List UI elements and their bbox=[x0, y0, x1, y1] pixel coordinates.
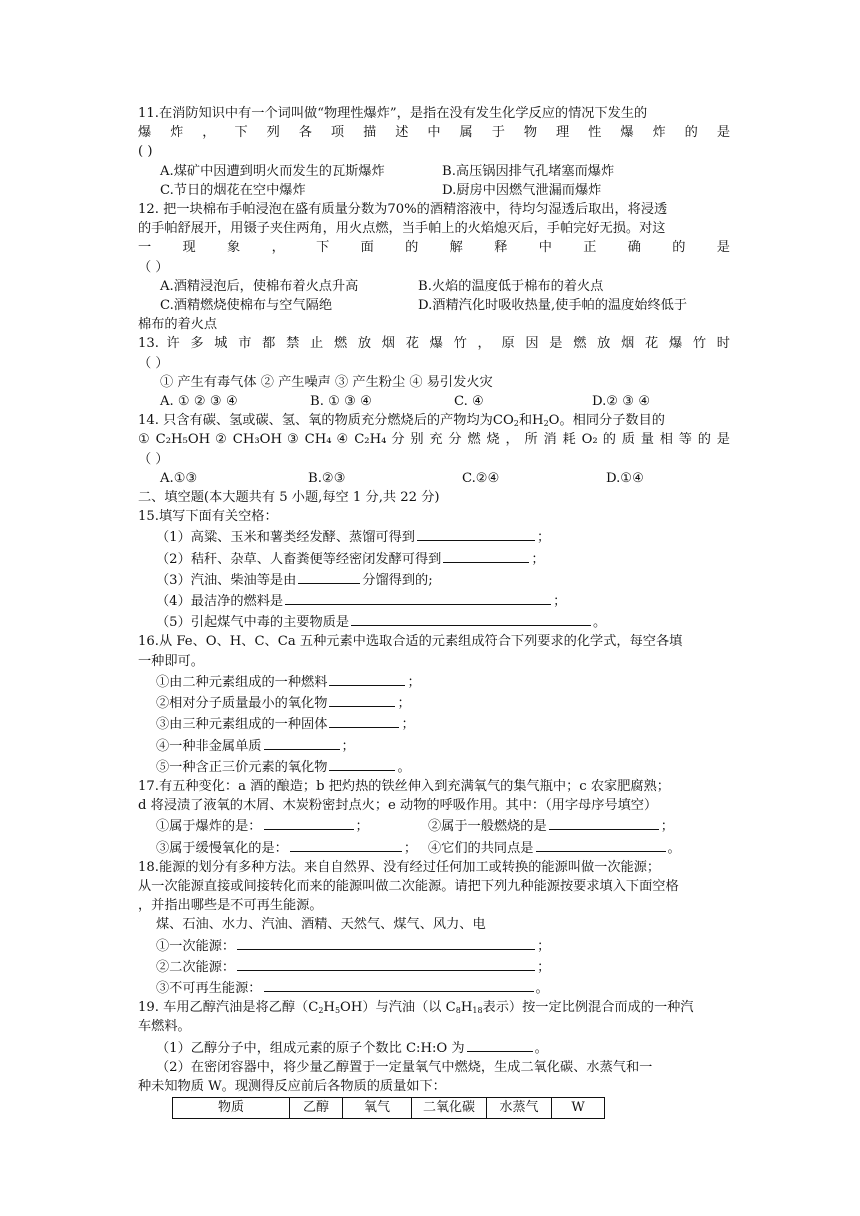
q12-option-b[interactable]: B.火焰的温度低于棉布的着火点 bbox=[418, 278, 604, 294]
q19-line1-e: 表示）按一定比例混合而成的一种汽 bbox=[482, 1000, 694, 1016]
q15-blank-1[interactable] bbox=[417, 526, 535, 541]
q19-item-1 bbox=[138, 1037, 730, 1058]
q18-blank-2[interactable] bbox=[237, 956, 535, 971]
q14-option-a[interactable]: A.①③ bbox=[160, 470, 198, 486]
q18-line1: 18.能源的划分有多种方法。来自自然界、没有经过任何加工或转换的能源叫做一次能源； bbox=[138, 859, 661, 875]
q12-options-row2 bbox=[138, 296, 730, 315]
q19-line1-a: 19. 车用乙醇汽油是将乙醇（C bbox=[138, 1000, 319, 1016]
q16-item-5-end: 。 bbox=[397, 759, 411, 775]
q17-item-2 bbox=[428, 815, 674, 836]
q16-blank-4[interactable] bbox=[264, 735, 340, 750]
question-19 bbox=[138, 998, 730, 1119]
q15-item-4-semi: ； bbox=[553, 594, 567, 610]
question-11 bbox=[138, 104, 730, 200]
table-row bbox=[173, 1098, 605, 1119]
q17-line1: 17.有五种变化：a 酒的酿造；b 把灼热的铁丝伸入到充满氧气的集气瓶中；c 农家肥腐熟； bbox=[138, 778, 670, 794]
q17-item-2-semi: ； bbox=[660, 819, 674, 835]
q15-item-2 bbox=[138, 548, 730, 569]
q17-blank-2[interactable] bbox=[549, 815, 659, 830]
q13-option-b[interactable]: B. ① ③ ④ bbox=[310, 394, 372, 410]
q13-options bbox=[138, 392, 730, 411]
q13-answer-paren: （ ） bbox=[138, 355, 169, 371]
q13-line1: 13. 许 多 城 市 都 禁 止 燃 放 烟 花 爆 竹 ， 原 因 是 燃 放 烟 花 爆 竹 时 bbox=[138, 336, 730, 352]
q16-item-5 bbox=[138, 756, 730, 777]
q17-item-4-end: 。 bbox=[667, 840, 681, 856]
q16-item-4 bbox=[138, 735, 730, 756]
question-12 bbox=[138, 200, 730, 334]
q17-row-1 bbox=[138, 815, 730, 836]
q13-option-a[interactable]: A. ① ② ③ ④ bbox=[160, 394, 238, 410]
table-header-cell: 物质 bbox=[173, 1098, 290, 1119]
q12-options-row1 bbox=[138, 277, 730, 296]
q15-item-2-semi: ； bbox=[531, 551, 545, 567]
q11-line1: 11.在消防知识中有一个词叫做“物理性爆炸”，是指在没有发生化学反应的情况下发生的 bbox=[138, 106, 648, 121]
q12-line1: 12. 把一块棉布手帕浸泡在盛有质量分数为70%的酒精溶液中，待均匀湿透后取出，将浸透 bbox=[138, 202, 668, 218]
q12-line2: 的手帕舒展开，用镊子夹住两角，用火点燃，当手帕上的火焰熄灭后，手帕完好无损。对这 bbox=[138, 221, 666, 237]
q11-answer-paren: ( ) bbox=[138, 144, 153, 160]
q15-item-4 bbox=[138, 590, 730, 611]
q16-blank-2[interactable] bbox=[329, 692, 395, 707]
q17-item-1-text: ①属于爆炸的是： bbox=[156, 819, 262, 835]
q14-line1-b: 和H bbox=[518, 413, 544, 429]
q18-blank-3[interactable] bbox=[264, 977, 534, 992]
q15-item-5 bbox=[138, 611, 730, 632]
question-17 bbox=[138, 777, 730, 858]
q12-line3: 一 现 象 ， 下 面 的 解 释 中 正 确 的 是 bbox=[138, 240, 730, 256]
q12-option-a[interactable]: A.酒精浸泡后，使棉布着火点升高 bbox=[160, 278, 359, 294]
q14-options bbox=[138, 469, 730, 488]
q15-item-3-text-b: 分馏得到的; bbox=[362, 572, 433, 588]
q19-item-1-text: （1）乙醇分子中，组成元素的原子个数比 C:H:O 为 bbox=[156, 1040, 465, 1056]
q17-item-3-semi: ； bbox=[403, 840, 418, 856]
q18-item-2 bbox=[138, 956, 730, 977]
q14-option-b[interactable]: B.②③ bbox=[308, 470, 346, 486]
exam-page bbox=[138, 104, 730, 1119]
q19-line1: 19. 车用乙醇汽油是将乙醇$(C_2H_5OH)$与汽油（以 $C_8H_{18}$表示）按一定比例混合而成的一种汽 bbox=[138, 1000, 694, 1016]
table-header-cell: 二氧化碳 bbox=[412, 1098, 487, 1119]
q18-item-3-text: ③不可再生能源： bbox=[156, 980, 262, 996]
q16-blank-5[interactable] bbox=[329, 756, 395, 771]
q19-line2: 车燃料。 bbox=[138, 1019, 191, 1035]
q19-line1-d: H bbox=[460, 1000, 473, 1016]
q16-item-3 bbox=[138, 713, 730, 734]
q16-item-4-text: ④一种非金属单质 bbox=[156, 738, 262, 754]
q19-blank-1[interactable] bbox=[467, 1037, 533, 1052]
q16-item-1-semi: ； bbox=[407, 674, 421, 690]
q17-item-3-text: ③属于缓慢氧化的是： bbox=[156, 840, 288, 856]
q19-item-2-line1: （2）在密闭容器中，将少量乙醇置于一定量氧气中燃烧，生成二氧化碳、水蒸气和一 bbox=[156, 1059, 653, 1075]
q12-option-d[interactable]: D.酒精汽化时吸收热量,使手帕的温度始终低于 bbox=[418, 298, 688, 314]
q17-item-4 bbox=[428, 837, 681, 858]
q11-option-c[interactable]: C.节日的烟花在空中爆炸 bbox=[160, 182, 306, 198]
q17-item-2-text: ②属于一般燃烧的是 bbox=[428, 819, 547, 835]
table-header-cell: 水蒸气 bbox=[487, 1098, 552, 1119]
q19-mass-table bbox=[172, 1097, 605, 1119]
q16-item-1 bbox=[138, 671, 730, 692]
q14-option-d[interactable]: D.①④ bbox=[606, 470, 644, 486]
q19-line1-b: H bbox=[323, 1000, 335, 1016]
q18-item-3 bbox=[138, 977, 730, 998]
q17-blank-4[interactable] bbox=[536, 837, 666, 852]
q15-item-2-text: （2）秸秆、杂草、人畜粪便等经密闭发酵可得到 bbox=[156, 551, 442, 567]
q17-row-2 bbox=[138, 837, 730, 858]
q12-option-c[interactable]: C.酒精燃烧使棉布与空气隔绝 bbox=[160, 298, 333, 314]
q18-item-1-semi: ； bbox=[537, 938, 551, 954]
q15-item-5-text: （5）引起煤气中毒的主要物质是 bbox=[156, 615, 350, 631]
q18-item-3-end: 。 bbox=[535, 980, 549, 996]
q15-item-1-semi: ； bbox=[536, 530, 551, 546]
q17-item-1-semi: ； bbox=[355, 819, 369, 835]
q15-blank-5[interactable] bbox=[351, 611, 591, 626]
q14-answer-paren: （ ） bbox=[138, 451, 169, 467]
q16-item-4-semi: ； bbox=[341, 738, 355, 754]
q17-blank-1[interactable] bbox=[264, 815, 354, 830]
q14-line2: ① C₂H₅OH ② CH₃OH ③ CH₄ ④ C₂H₄ 分 别 充 分 燃 烧 ， 所 消 耗 O₂ 的 质 量 相 等 的 是 bbox=[138, 432, 730, 448]
table-header-cell: W bbox=[552, 1098, 605, 1119]
question-14 bbox=[138, 411, 730, 488]
q16-item-3-semi: ； bbox=[401, 717, 415, 733]
q18-energy-list: 煤、石油、水力、汽油、酒精、天然气、煤气、风力、电 bbox=[156, 917, 486, 933]
q16-item-2-semi: ； bbox=[397, 696, 411, 712]
q11-options-row2 bbox=[138, 181, 730, 200]
question-16 bbox=[138, 632, 730, 776]
question-13 bbox=[138, 334, 730, 411]
q14-line1-a: 14. 只含有碳、氢或碳、氢、氧的物质充分燃烧后的产物均为CO bbox=[138, 413, 514, 429]
q14-line1-c: O。相同分子数目的 bbox=[548, 413, 665, 429]
question-18 bbox=[138, 858, 730, 998]
table-header-cell: 乙醇 bbox=[290, 1098, 343, 1119]
q11-options-row1 bbox=[138, 162, 730, 181]
q15-item-1-text: （1）高粱、玉米和薯类经发酵、蒸馏可得到 bbox=[156, 530, 415, 546]
q16-blank-3[interactable] bbox=[329, 713, 399, 728]
q18-item-2-semi: ； bbox=[537, 959, 551, 975]
q17-item-3 bbox=[156, 837, 428, 858]
q16-item-2 bbox=[138, 692, 730, 713]
q19-line1-c: OH）与汽油（以 C bbox=[340, 1000, 456, 1016]
q15-blank-4[interactable] bbox=[285, 590, 551, 605]
q12-option-d-cont: 棉布的着火点 bbox=[138, 317, 218, 333]
q18-item-1 bbox=[138, 935, 730, 956]
q11-line2: 爆 炸 ， 下 列 各 项 描 述 中 属 于 物 理 性 爆 炸 的 是 bbox=[138, 125, 731, 141]
q16-line1: 16.从 Fe、O、H、C、Ca 五种元素中选取合适的元素组成符合下列要求的化学式，每空各填 bbox=[138, 634, 683, 650]
q17-blank-3[interactable] bbox=[290, 837, 402, 852]
q15-blank-2[interactable] bbox=[443, 548, 529, 563]
q18-item-2-text: ②二次能源： bbox=[156, 959, 236, 975]
q11-option-b[interactable]: B.高压锅因排气孔堵塞而爆炸 bbox=[442, 163, 615, 179]
q18-blank-1[interactable] bbox=[237, 935, 535, 950]
q16-item-5-text: ⑤一种含正三价元素的氧化物 bbox=[156, 759, 328, 775]
q13-option-d[interactable]: D.② ③ ④ bbox=[592, 394, 651, 410]
section-2-heading: 二、填空题(本大题共有 5 小题,每空 1 分,共 22 分) bbox=[138, 490, 440, 506]
q13-option-c[interactable]: C. ④ bbox=[454, 394, 484, 410]
q17-line2: d 将浸渍了液氧的木屑、木炭粉密封点火；e 动物的呼吸作用。其中：（用字母序号填空） bbox=[138, 798, 658, 814]
q16-item-1-text: ①由二种元素组成的一种燃料 bbox=[156, 674, 328, 690]
q15-item-3-text-a: （3）汽油、柴油等是由 bbox=[156, 572, 297, 588]
q15-blank-3[interactable] bbox=[298, 569, 360, 584]
q13-items: ① 产生有毒气体 ② 产生噪声 ③ 产生粉尘 ④ 易引发火灾 bbox=[160, 374, 493, 390]
q19-item-2-line2: 种未知物质 W。现测得反应前后各物质的质量如下： bbox=[138, 1078, 446, 1094]
q16-item-2-text: ②相对分子质量最小的氧化物 bbox=[156, 696, 328, 712]
q16-blank-1[interactable] bbox=[329, 671, 405, 686]
q14-line1: 14. 只含有碳、氢或碳、氢、氧的物质充分燃烧后的产物均为$CO_2$和$H_2O$。相同分子数目的 bbox=[138, 413, 665, 429]
question-15 bbox=[138, 507, 730, 632]
q18-line3: ，并指出哪些是不可再生能源。 bbox=[138, 898, 323, 914]
table-header-cell: 氧气 bbox=[343, 1098, 412, 1119]
q17-item-1 bbox=[156, 815, 428, 836]
q15-item-5-end: 。 bbox=[593, 615, 607, 631]
q15-item-4-text: （4）最洁净的燃料是 bbox=[156, 594, 284, 610]
q12-answer-paren: （ ） bbox=[138, 259, 169, 275]
q18-item-1-text: ①一次能源： bbox=[156, 938, 236, 954]
q15-item-1 bbox=[138, 526, 730, 547]
q18-line2: 从一次能源直接或间接转化而来的能源叫做二次能源。请把下列九种能源按要求填入下面空格 bbox=[138, 878, 679, 894]
q16-line2: 一种即可。 bbox=[138, 653, 204, 669]
q16-item-3-text: ③由三种元素组成的一种固体 bbox=[156, 717, 328, 733]
q15-item-3 bbox=[138, 569, 730, 590]
q17-item-4-text: ④它们的共同点是 bbox=[428, 840, 534, 856]
q11-option-d[interactable]: D.厨房中因燃气泄漏而爆炸 bbox=[442, 182, 602, 198]
q15-title: 15.填写下面有关空格： bbox=[138, 509, 278, 525]
q19-item-1-end: 。 bbox=[534, 1040, 548, 1056]
q11-option-a[interactable]: A.煤矿中因遭到明火而发生的瓦斯爆炸 bbox=[160, 163, 385, 179]
q14-option-c[interactable]: C.②④ bbox=[462, 470, 500, 486]
